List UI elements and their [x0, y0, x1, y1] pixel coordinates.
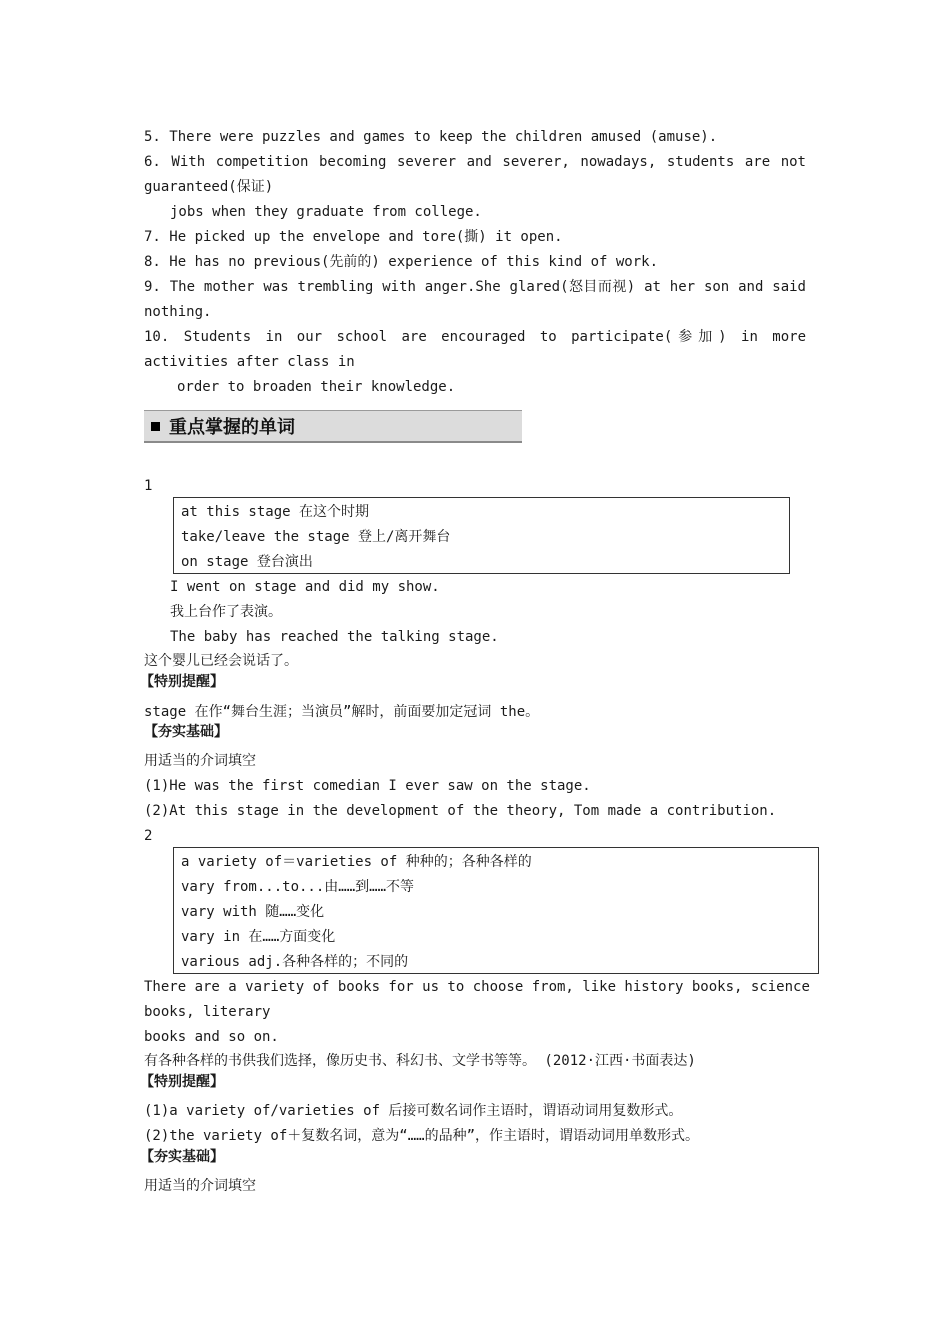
item-1-example-2-zh: 这个婴儿已经会说话了。 [144, 653, 298, 669]
section-title: 重点掌握的单词 [169, 417, 295, 438]
sentence-5: 5. There were puzzles and games to keep the children amused (amuse). [144, 129, 718, 145]
item-2-tip-2: (2)the variety of＋复数名词，意为“……的品种”，作主语时，谓语动词用单数形式。 [144, 1128, 700, 1144]
item-1-example-2-en: The baby has reached the talking stage. [170, 629, 499, 645]
sentence-8: 8. He has no previous(先前的) experience of this kind of work. [144, 254, 659, 270]
sentence-6-line-2: guaranteed(保证) [144, 179, 274, 195]
item-2-exercise-title: 用适当的介词填空 [144, 1178, 256, 1194]
phrase-line: various adj.各种各样的；不同的 [181, 954, 409, 970]
item-1-phrase-box [173, 497, 790, 574]
item-2-basics-label: 【夯实基础】 [140, 1149, 224, 1165]
item-2-example-en-line-1: There are a variety of books for us to choose from, like history books, science [144, 979, 810, 995]
section-header [144, 410, 522, 443]
phrase-line: on stage 登台演出 [181, 554, 313, 570]
phrase-line: vary in 在……方面变化 [181, 929, 336, 945]
item-1-exercise-1: (1)He was the first comedian I ever saw on the stage. [144, 778, 591, 794]
item-1-basics-label: 【夯实基础】 [144, 724, 228, 740]
item-1-example-1-zh: 我上台作了表演。 [170, 604, 282, 620]
item-2-phrase-box [173, 847, 819, 974]
phrase-line: a variety of＝varieties of 种种的；各种各样的 [181, 854, 532, 870]
square-bullet-icon [151, 422, 160, 431]
sentence-10-line-3: order to broaden their knowledge. [177, 379, 456, 395]
sentence-6-line-1: 6. With competition becoming severer and severer, nowadays, students are not [144, 154, 806, 170]
item-2-tip-label: 【特别提醒】 [140, 1074, 224, 1090]
sentence-10-line-2: activities after class in [144, 354, 355, 370]
item-2-example-en-line-2: books, literary [144, 1004, 271, 1020]
item-1-exercise-2: (2)At this stage in the development of the theory, Tom made a contribution. [144, 803, 777, 819]
item-1-tip-label: 【特别提醒】 [140, 674, 224, 690]
phrase-line: vary with 随……变化 [181, 904, 325, 920]
item-2-example-en-line-3: books and so on. [144, 1029, 279, 1045]
item-2-tip-1: (1)a variety of/varieties of 后接可数名词作主语时，谓语动词用复数形式。 [144, 1103, 683, 1119]
sentence-10-line-1: 10. Students in our school are encouraged to participate(参加) in more [144, 329, 806, 345]
item-1-number: 1 [144, 478, 153, 494]
phrase-line: take/leave the stage 登上/离开舞台 [181, 529, 451, 545]
phrase-line: at this stage 在这个时期 [181, 504, 370, 520]
sentence-6-line-3: jobs when they graduate from college. [170, 204, 482, 220]
item-1-example-1-en: I went on stage and did my show. [170, 579, 440, 595]
item-2-number: 2 [144, 828, 153, 844]
item-2-example-zh: 有各种各样的书供我们选择，像历史书、科幻书、文学书等等。 (2012·江西·书面表达) [144, 1053, 696, 1069]
sentence-9-line-1: 9. The mother was trembling with anger.She glared(怒目而视) at her son and said [144, 279, 806, 295]
sentence-7: 7. He picked up the envelope and tore(撕) it open. [144, 229, 563, 245]
item-1-exercise-title: 用适当的介词填空 [144, 753, 256, 769]
item-1-tip-text: stage 在作“舞台生涯；当演员”解时，前面要加定冠词 the。 [144, 704, 540, 720]
phrase-line: vary from...to...由……到……不等 [181, 879, 415, 895]
sentence-9-line-2: nothing. [144, 304, 212, 320]
